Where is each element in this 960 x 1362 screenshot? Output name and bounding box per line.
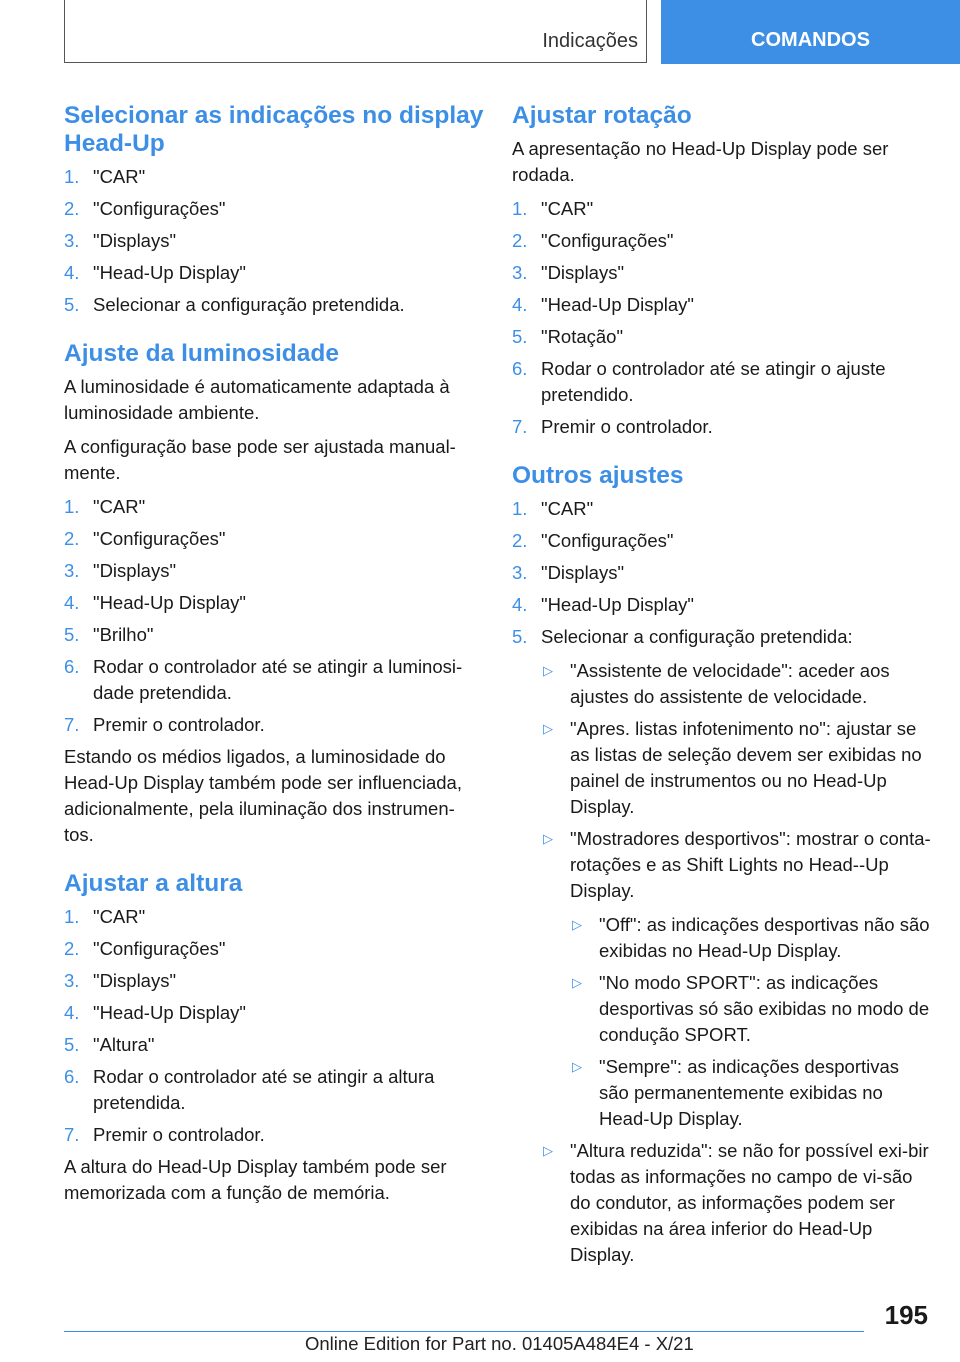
step-item <box>512 496 932 522</box>
paragraph: A apresentação no Head-Up Display pode ser rodada. <box>512 138 889 185</box>
step-number: 3. <box>512 262 528 283</box>
step-text: Premir o controlador. <box>541 416 713 437</box>
section-title: Selecionar as indicações no display Head-Up <box>64 102 484 157</box>
step-number: 2. <box>512 530 528 551</box>
step-item <box>512 196 932 222</box>
step-text: Rodar o controlador até se atingir a luminosi-dade pretendida. <box>93 656 463 703</box>
bullet-list <box>541 658 932 1268</box>
step-item <box>512 624 932 1268</box>
step-item <box>512 228 932 254</box>
section-brightness <box>64 340 484 848</box>
step-text: "Configurações" <box>541 230 674 251</box>
step-text: Rodar o controlador até se atingir o ajuste pretendido. <box>541 358 886 405</box>
step-text: "Head-Up Display" <box>93 1002 246 1023</box>
step-text: "Head-Up Display" <box>93 592 246 613</box>
paragraph: A configuração base pode ser ajustada manual-mente. <box>64 436 456 483</box>
step-item <box>64 1122 484 1148</box>
step-number: 5. <box>64 624 80 645</box>
header-tab-comandos: COMANDOS <box>661 0 960 64</box>
step-number: 5. <box>64 1034 80 1055</box>
step-number: 4. <box>64 262 80 283</box>
section-title: Ajustar rotação <box>512 102 692 129</box>
step-number: 6. <box>64 1066 80 1087</box>
triangle-bullet-icon: ▷ <box>572 917 582 932</box>
section-title: Outros ajustes <box>512 462 684 489</box>
step-item <box>64 292 484 318</box>
step-number: 6. <box>64 656 80 677</box>
step-text: Premir o controlador. <box>93 714 265 735</box>
step-number: 1. <box>512 498 528 519</box>
step-number: 5. <box>512 626 528 647</box>
steps-list <box>64 494 484 738</box>
step-item <box>512 414 932 440</box>
bullet-text: "Sempre": as indicações desportivas são permanentemente exibidas no Head-Up Display. <box>599 1056 900 1129</box>
step-item <box>512 592 932 618</box>
step-item <box>64 1032 484 1058</box>
step-text: "Brilho" <box>93 624 154 645</box>
triangle-bullet-icon: ▷ <box>543 721 553 736</box>
section-title: Ajuste da luminosidade <box>64 340 339 367</box>
step-number: 5. <box>512 326 528 347</box>
header-section-title: Indicações <box>542 30 638 52</box>
step-number: 1. <box>64 906 80 927</box>
step-text: "CAR" <box>541 498 594 519</box>
step-text: Selecionar a configuração pretendida. <box>93 294 405 315</box>
step-item <box>512 560 932 586</box>
step-number: 6. <box>512 358 528 379</box>
steps-list <box>512 196 932 440</box>
step-number: 4. <box>64 1002 80 1023</box>
step-item <box>64 904 484 930</box>
step-item <box>512 292 932 318</box>
triangle-bullet-icon: ▷ <box>543 663 553 678</box>
step-number: 3. <box>64 970 80 991</box>
step-item <box>64 1000 484 1026</box>
triangle-bullet-icon: ▷ <box>543 1143 553 1158</box>
bullet-item <box>570 912 932 964</box>
step-text: Selecionar a configuração pretendida: <box>541 626 853 647</box>
step-text: "Configurações" <box>93 198 226 219</box>
step-text: "Displays" <box>93 970 177 991</box>
step-number: 3. <box>512 562 528 583</box>
bullet-item <box>541 658 932 710</box>
step-item <box>64 558 484 584</box>
step-text: "Head-Up Display" <box>93 262 246 283</box>
bullet-text: "Assistente de velocidade": aceder aos ajustes do assistente de velocidade. <box>570 660 890 707</box>
right-column <box>512 102 932 1290</box>
step-item <box>64 712 484 738</box>
bullet-item <box>570 970 932 1048</box>
step-text: "Head-Up Display" <box>541 294 694 315</box>
step-text: "CAR" <box>93 906 146 927</box>
step-text: "Rotação" <box>541 326 624 347</box>
bullet-text: "Mostradores desportivos": mostrar o conta-rotações e as Shift Lights no Head--Up Display. <box>570 828 931 901</box>
step-number: 2. <box>64 198 80 219</box>
step-number: 3. <box>64 230 80 251</box>
triangle-bullet-icon: ▷ <box>543 831 553 846</box>
step-item <box>64 936 484 962</box>
step-number: 1. <box>64 166 80 187</box>
step-number: 7. <box>64 1124 80 1145</box>
step-item <box>64 260 484 286</box>
footer-edition: Online Edition for Part no. 01405A484E4 - X/21 <box>305 1333 694 1354</box>
step-text: Rodar o controlador até se atingir a altura pretendida. <box>93 1066 435 1113</box>
step-number: 3. <box>64 560 80 581</box>
bullet-text: "Altura reduzida": se não for possível exi-bir todas as informações no campo de vi-são do condutor, as informações podem ser exibidas na área inferior do Head-Up Display. <box>570 1140 929 1265</box>
section-other-settings <box>512 462 932 1268</box>
step-item <box>64 526 484 552</box>
paragraph: A altura do Head-Up Display também pode ser memorizada com a função de memória. <box>64 1156 447 1203</box>
step-text: "CAR" <box>93 496 146 517</box>
bullet-item <box>570 1054 932 1132</box>
nested-bullet-list <box>570 912 932 1132</box>
step-item <box>64 590 484 616</box>
step-number: 4. <box>512 594 528 615</box>
paragraph: A luminosidade é automaticamente adaptada à luminosidade ambiente. <box>64 376 450 423</box>
step-number: 1. <box>512 198 528 219</box>
step-number: 2. <box>512 230 528 251</box>
step-text: "Altura" <box>93 1034 155 1055</box>
step-item <box>64 164 484 190</box>
step-number: 2. <box>64 528 80 549</box>
bullet-text: "Off": as indicações desportivas não são exibidas no Head-Up Display. <box>599 914 930 961</box>
bullet-item <box>541 826 932 1132</box>
step-item <box>64 196 484 222</box>
step-item <box>64 1064 484 1116</box>
section-rotation <box>512 102 932 440</box>
section-height <box>64 870 484 1206</box>
step-item <box>512 528 932 554</box>
bullet-item <box>541 1138 932 1268</box>
step-text: "CAR" <box>541 198 594 219</box>
bullet-item <box>541 716 932 820</box>
step-number: 2. <box>64 938 80 959</box>
bullet-text: "Apres. listas infotenimento no": ajustar se as listas de seleção devem ser exibidas no painel de instrumentos ou no Head-Up Display. <box>570 718 922 817</box>
left-column <box>64 102 484 1228</box>
step-text: "Displays" <box>541 562 625 583</box>
step-number: 4. <box>64 592 80 613</box>
steps-list <box>64 164 484 318</box>
step-number: 4. <box>512 294 528 315</box>
step-number: 5. <box>64 294 80 315</box>
step-text: "Displays" <box>93 230 177 251</box>
step-item <box>64 968 484 994</box>
step-text: "CAR" <box>93 166 146 187</box>
step-item <box>64 654 484 706</box>
step-number: 1. <box>64 496 80 517</box>
step-text: "Displays" <box>93 560 177 581</box>
step-text: "Configurações" <box>93 528 226 549</box>
step-text: "Head-Up Display" <box>541 594 694 615</box>
step-text: "Displays" <box>541 262 625 283</box>
triangle-bullet-icon: ▷ <box>572 1059 582 1074</box>
page-number: 195 <box>884 1300 928 1330</box>
step-number: 7. <box>512 416 528 437</box>
section-select-indications <box>64 102 484 318</box>
step-item <box>512 324 932 350</box>
step-number: 7. <box>64 714 80 735</box>
steps-list <box>64 904 484 1148</box>
paragraph: Estando os médios ligados, a luminosidade do Head-Up Display também pode ser influenciada, adicionalmente, pela iluminação dos instrumen-tos. <box>64 746 462 845</box>
step-text: "Configurações" <box>93 938 226 959</box>
step-item <box>512 356 932 408</box>
step-text: Premir o controlador. <box>93 1124 265 1145</box>
step-item <box>64 622 484 648</box>
section-title: Ajustar a altura <box>64 870 243 897</box>
bullet-text: "No modo SPORT": as indicações desportivas só são exibidas no modo de condução SPORT. <box>599 972 930 1045</box>
footer-divider <box>64 1331 864 1332</box>
step-item <box>512 260 932 286</box>
triangle-bullet-icon: ▷ <box>572 975 582 990</box>
step-item <box>64 228 484 254</box>
step-item <box>64 494 484 520</box>
steps-list <box>512 496 932 1268</box>
step-text: "Configurações" <box>541 530 674 551</box>
